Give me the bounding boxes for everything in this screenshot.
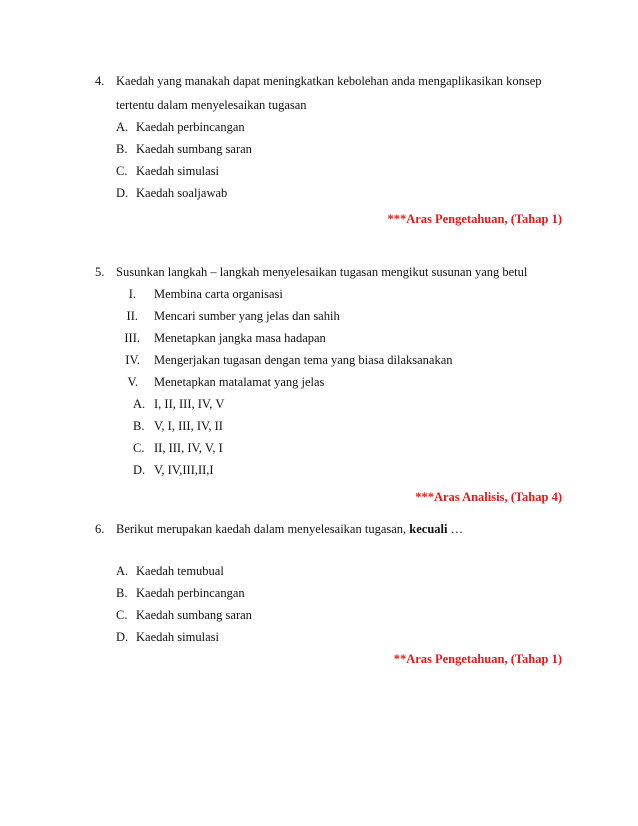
q4-number: 4. xyxy=(95,74,105,88)
q5-option-d-text: V, IV,III,II,I xyxy=(154,463,214,477)
q5-step-3-roman: III. xyxy=(124,331,140,345)
q6-option-c-text: Kaedah sumbang saran xyxy=(136,608,252,622)
q4-option-d-letter: D. xyxy=(116,186,129,200)
q6-option-a-text: Kaedah temubual xyxy=(136,564,224,578)
q6-option-d-letter: D. xyxy=(116,630,129,644)
q6-option-b-letter: B. xyxy=(116,586,128,600)
q5-option-c-text: II, III, IV, V, I xyxy=(154,441,223,455)
q4-option-d-text: Kaedah soaljawab xyxy=(136,186,228,200)
q6-stem-emphasis: kecuali xyxy=(409,522,448,536)
q5-step-5-text: Menetapkan matalamat yang jelas xyxy=(154,375,325,389)
q5-option-d-letter: D. xyxy=(133,463,146,477)
q5-step-5-roman: V. xyxy=(127,375,138,389)
q5-option-b-letter: B. xyxy=(133,419,145,433)
q6-option-a-letter: A. xyxy=(116,564,129,578)
q5-option-c-letter: C. xyxy=(133,441,145,455)
q6-option-d-text: Kaedah simulasi xyxy=(136,630,219,644)
q6-level-label: **Aras Pengetahuan, (Tahap 1) xyxy=(393,652,562,666)
q4-option-b-letter: B. xyxy=(116,142,128,156)
q5-level-label: ***Aras Analisis, (Tahap 4) xyxy=(415,490,562,504)
q4-option-a-text: Kaedah perbincangan xyxy=(136,120,245,134)
q6-option-c-letter: C. xyxy=(116,608,128,622)
q5-step-3-text: Menetapkan jangka masa hadapan xyxy=(154,331,326,345)
q6-stem-ellipsis: … xyxy=(450,522,464,536)
q5-option-a-text: I, II, III, IV, V xyxy=(154,397,225,411)
q5-step-4-text: Mengerjakan tugasan dengan tema yang biasa dilaksanakan xyxy=(154,353,453,367)
q4-option-c-text: Kaedah simulasi xyxy=(136,164,219,178)
q4-option-b-text: Kaedah sumbang saran xyxy=(136,142,252,156)
q4-stem-line2: tertentu dalam menyelesaikan tugasan xyxy=(116,98,307,112)
q4-option-c-letter: C. xyxy=(116,164,128,178)
q4-option-a-letter: A. xyxy=(116,120,129,134)
q5-option-b-text: V, I, III, IV, II xyxy=(154,419,223,433)
q5-step-2-roman: II. xyxy=(126,309,138,323)
q6-option-b-text: Kaedah perbincangan xyxy=(136,586,245,600)
q6-number: 6. xyxy=(95,522,105,536)
q5-option-a-letter: A. xyxy=(133,397,146,411)
q6-stem xyxy=(116,522,463,537)
q5-step-1-text: Membina carta organisasi xyxy=(154,287,283,301)
q4-stem-line1: Kaedah yang manakah dapat meningkatkan kebolehan anda mengaplikasikan konsep xyxy=(116,74,542,88)
q6-stem-text: Berikut merupakan kaedah dalam menyelesaikan tugasan, xyxy=(116,522,407,536)
q4-level-label: ***Aras Pengetahuan, (Tahap 1) xyxy=(387,212,562,226)
q5-step-1-roman: I. xyxy=(128,287,136,301)
q5-step-2-text: Mencari sumber yang jelas dan sahih xyxy=(154,309,340,323)
q5-number: 5. xyxy=(95,265,105,279)
q5-step-4-roman: IV. xyxy=(125,353,140,367)
q5-stem: Susunkan langkah – langkah menyelesaikan tugasan mengikut susunan yang betul xyxy=(116,265,528,279)
